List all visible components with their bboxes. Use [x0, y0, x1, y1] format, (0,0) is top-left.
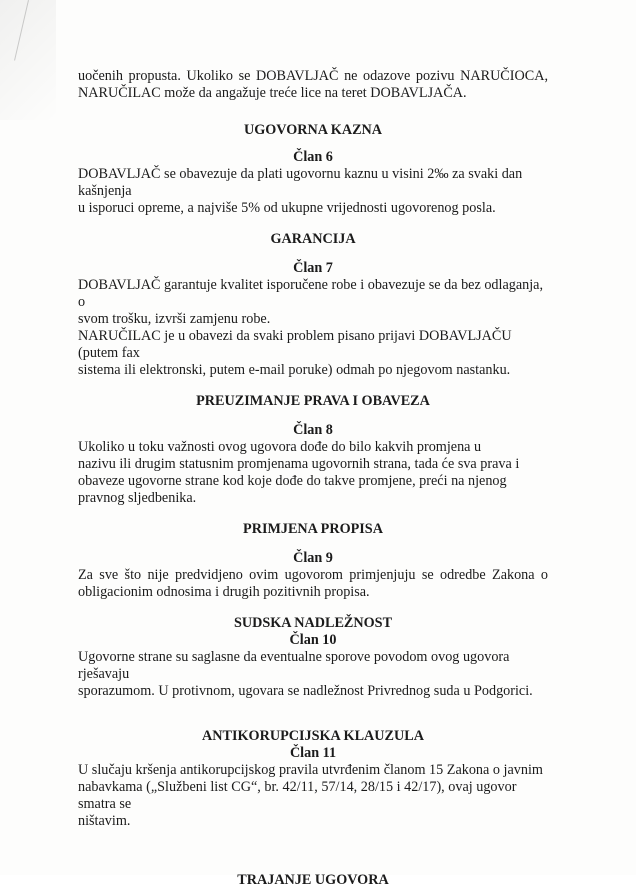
article-11-title: Član 11	[289, 745, 337, 761]
article-11-line-3: ništavim.	[78, 813, 131, 829]
article-8-line-4: pravnog sljedbenika.	[78, 490, 197, 506]
article-8-title: Član 8	[293, 422, 333, 438]
section-heading-sudska-nadleznost: SUDSKA NADLEŽNOST	[233, 615, 393, 631]
article-10-line-2: sporazumom. U protivnom, ugovara se nadležnost Privrednog suda u Podgorici.	[78, 683, 533, 699]
top-paragraph-line-2: NARUČILAC može da angažuje treće lice na teret DOBAVLJAČA.	[78, 85, 467, 101]
article-7-line-4: sistema ili elektronski, putem e-mail poruke) odmah po njegovom nastanku.	[78, 362, 511, 378]
section-heading-ugovorna-kazna: UGOVORNA KAZNA	[243, 122, 383, 138]
article-8-line-1: Ukoliko u toku važnosti ovog ugovora dođe do bilo kakvih promjena u	[78, 439, 482, 455]
article-8-line-3: obaveze ugovorne strane kod koje dođe do takve promjene, preći na njenog	[78, 473, 507, 489]
section-heading-antikorupcijska: ANTIKORUPCIJSKA KLAUZULA	[202, 728, 424, 744]
article-11-line-1: U slučaju kršenja antikorupcijskog pravila utvrđenim članom 15 Zakona o javnim	[78, 762, 543, 778]
article-11-line-2: nabavkama („Službeni list CG“, br. 42/11, 57/14, 28/15 i 42/17), ovaj ugovor smatra se	[78, 779, 517, 812]
article-7-line-3: NARUČILAC je u obavezi da svaki problem pisano prijavi DOBAVLJAČU (putem fax	[78, 328, 512, 361]
article-7-line-2: svom trošku, izvrši zamjenu robe.	[78, 311, 271, 327]
article-9-line-1: Za sve što nije predvidjeno ovim ugovorom primjenjuju se odredbe Zakona o	[78, 567, 548, 583]
section-heading-garancija: GARANCIJA	[270, 231, 356, 247]
document-content	[78, 68, 548, 889]
article-7-title: Član 7	[293, 260, 333, 276]
section-heading-trajanje-ugovora: TRAJANJE UGOVORA	[237, 872, 389, 888]
scan-shadow	[0, 0, 56, 120]
article-10-line-1: Ugovorne strane su saglasne da eventualne sporove povodom ovog ugovora rješavaju	[78, 649, 510, 682]
article-6-line-1: DOBAVLJAČ se obavezuje da plati ugovornu kaznu u visini 2‰ za svaki dan kašnjenja	[78, 166, 523, 199]
article-8-line-2: nazivu ili drugim statusnim promjenama ugovornih strana, tada će sva prava i	[78, 456, 520, 472]
section-heading-preuzimanje: PREUZIMANJE PRAVA I OBAVEZA	[196, 393, 430, 409]
article-10-title: Član 10	[289, 632, 337, 648]
article-9-line-2: obligacionim odnosima i drugih pozitivnih propisa.	[78, 584, 370, 600]
article-7-line-1: DOBAVLJAČ garantuje kvalitet isporučene robe i obavezuje se da bez odlaganja, o	[78, 277, 544, 310]
article-6-line-2: u isporuci opreme, a najviše 5% od ukupne vrijednosti ugovorenog posla.	[78, 200, 496, 216]
section-heading-primjena-propisa: PRIMJENA PROPISA	[243, 521, 383, 537]
top-paragraph-line-1: uočenih propusta. Ukoliko se DOBAVLJAČ ne odazove pozivu NARUČIOCA,	[78, 68, 548, 84]
article-6-title: Član 6	[293, 149, 333, 165]
article-9-title: Član 9	[293, 550, 333, 566]
scan-edge-mark	[14, 0, 48, 65]
